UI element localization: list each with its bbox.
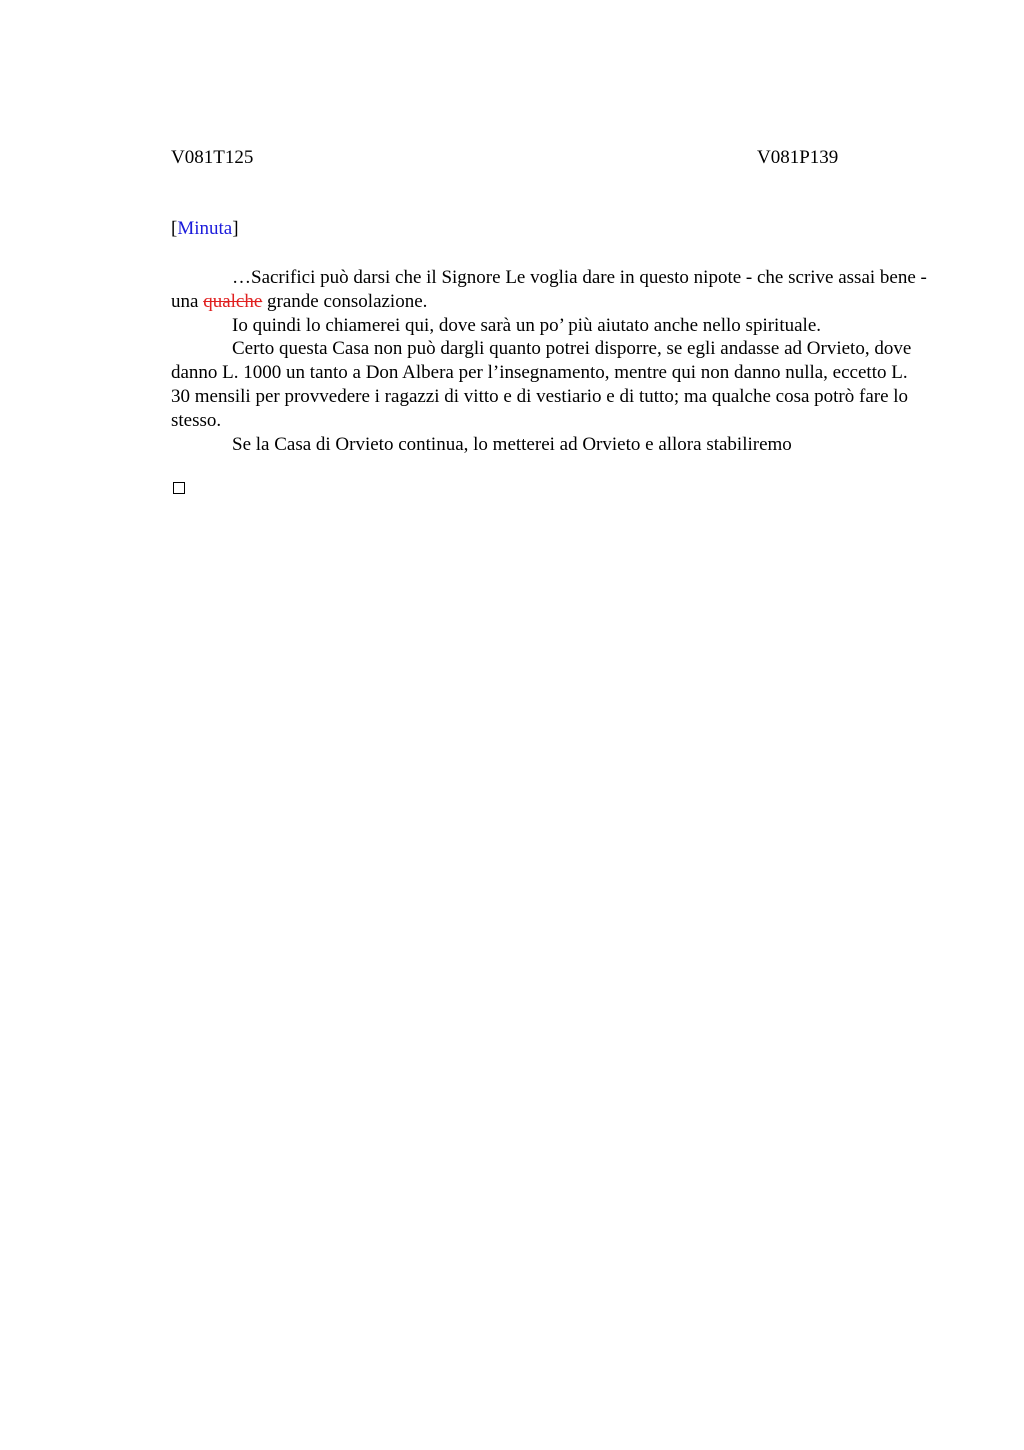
paragraph-1-before: …Sacrifici può darsi che il Signore Le voglia dare in questo nipote - che scrive assai bene - una xyxy=(171,267,927,312)
document-body xyxy=(171,266,931,456)
document-label xyxy=(171,218,239,240)
label-close-bracket: ] xyxy=(232,218,239,239)
header-left-code: V081T125 xyxy=(171,147,254,168)
paragraph-1-after: grande consolazione. xyxy=(262,290,428,312)
paragraph-3: Certo questa Casa non può dargli quanto potrei disporre, se egli andasse ad Orvieto, dove danno L. 1000 un tanto a Don Albera per l’insegnamento, mentre qui non danno nulla, eccetto L. 30 mensili per provvedere i ragazzi di vitto e di vestiario e di tutto; ma qualche cosa potrò fare lo stesso. xyxy=(171,338,912,431)
label-text: Minuta xyxy=(177,218,233,239)
paragraph-4: Se la Casa di Orvieto continua, lo metterei ad Orvieto e allora stabiliremo xyxy=(232,433,792,455)
end-marker-box xyxy=(173,482,185,494)
paragraph-1 xyxy=(171,266,931,314)
label-open-bracket: [ xyxy=(171,218,178,239)
paragraph-2: Io quindi lo chiamerei qui, dove sarà un po’ più aiutato anche nello spirituale. xyxy=(232,314,821,336)
header-right-code: V081P139 xyxy=(757,147,839,168)
struck-word: qualche xyxy=(203,290,263,312)
